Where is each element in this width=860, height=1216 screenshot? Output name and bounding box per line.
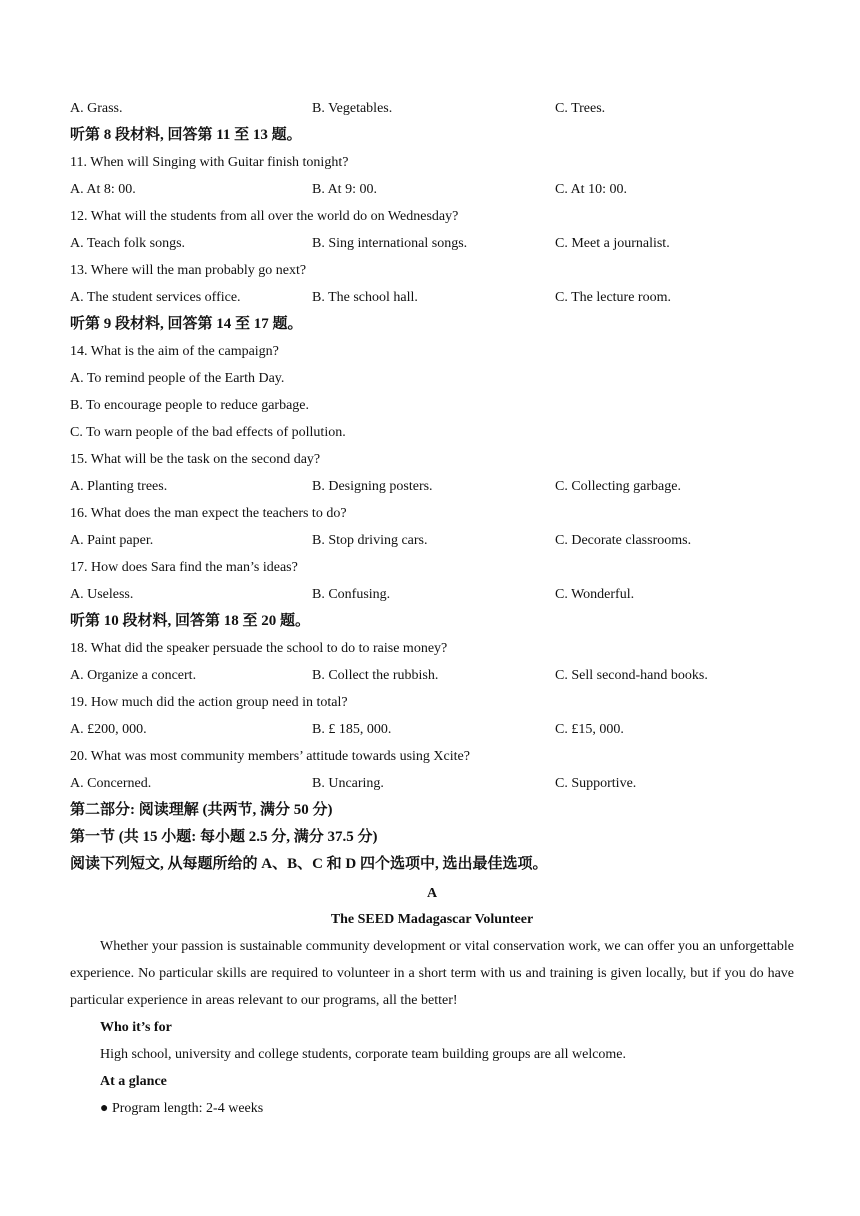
option-c: C. Wonderful. [555, 587, 635, 602]
question-line: B. To encourage people to reduce garbage. [70, 398, 309, 413]
option-c: C. Sell second-hand books. [555, 668, 708, 683]
option-c: C. The lecture room. [555, 290, 671, 305]
question-line: 20. What was most community members’ attitude towards using Xcite? [70, 749, 470, 764]
option-c: C. Meet a journalist. [555, 236, 670, 251]
question-line: 17. How does Sara find the man’s ideas? [70, 560, 298, 575]
question-line: A. To remind people of the Earth Day. [70, 371, 285, 386]
question-line: 11. When will Singing with Guitar finish tonight? [70, 155, 349, 170]
section-heading: 听第 10 段材料, 回答第 18 至 20 题。 [70, 613, 311, 629]
glance-heading: At a glance [100, 1074, 167, 1089]
section-heading: 听第 8 段材料, 回答第 11 至 13 题。 [70, 127, 302, 143]
section-heading: 第二部分: 阅读理解 (共两节, 满分 50 分) [70, 802, 333, 818]
option-b: B. Designing posters. [312, 479, 433, 494]
passage-intro: Whether your passion is sustainable community development or vital conservation work, we can offer you an unforgettable experience. No particular skills are required to volunteer in a short term with us and training is given locally, but if you do have particular experience in areas relevant to our programs, all the better! [70, 939, 794, 1008]
question-line: 19. How much did the action group need in total? [70, 695, 348, 710]
option-b: B. Confusing. [312, 587, 391, 602]
option-a: A. At 8: 00. [70, 182, 136, 197]
option-b: B. At 9: 00. [312, 182, 377, 197]
option-row [70, 176, 794, 203]
question-line: 16. What does the man expect the teachers to do? [70, 506, 347, 521]
option-row [70, 581, 794, 608]
option-b: B. Sing international songs. [312, 236, 468, 251]
question-line: 12. What will the students from all over the world do on Wednesday? [70, 209, 459, 224]
option-c: C. Supportive. [555, 776, 637, 791]
option-b: B. Stop driving cars. [312, 533, 428, 548]
option-row [70, 527, 794, 554]
option-b: B. Vegetables. [312, 101, 393, 116]
question-line: 18. What did the speaker persuade the school to do to raise money? [70, 641, 448, 656]
option-b: B. The school hall. [312, 290, 418, 305]
option-c: C. At 10: 00. [555, 182, 627, 197]
option-row [70, 284, 794, 311]
option-a: A. The student services office. [70, 290, 241, 305]
option-row [70, 770, 794, 797]
option-b: B. £ 185, 000. [312, 722, 392, 737]
passage-title: The SEED Madagascar Volunteer [330, 912, 534, 927]
option-a: A. Paint paper. [70, 533, 154, 548]
option-a: A. Concerned. [70, 776, 152, 791]
option-a: A. Organize a concert. [70, 668, 197, 683]
option-row [70, 95, 794, 122]
option-row [70, 230, 794, 257]
option-row [70, 716, 794, 743]
option-a: A. Planting trees. [70, 479, 168, 494]
who-heading: Who it’s for [100, 1020, 172, 1035]
section-heading: 第一节 (共 15 小题: 每小题 2.5 分, 满分 37.5 分) [70, 829, 378, 845]
section-heading: 听第 9 段材料, 回答第 14 至 17 题。 [70, 316, 303, 332]
option-c: C. £15, 000. [555, 722, 624, 737]
option-c: C. Decorate classrooms. [555, 533, 692, 548]
option-a: A. Teach folk songs. [70, 236, 186, 251]
who-text: High school, university and college students, corporate team building groups are all welcome. [100, 1047, 627, 1062]
option-a: A. £200, 000. [70, 722, 147, 737]
option-b: B. Uncaring. [312, 776, 384, 791]
program-length-bullet: ● Program length: 2-4 weeks [100, 1101, 264, 1116]
question-line: 15. What will be the task on the second day? [70, 452, 321, 467]
option-row [70, 473, 794, 500]
option-b: B. Collect the rubbish. [312, 668, 439, 683]
option-c: C. Collecting garbage. [555, 479, 681, 494]
question-line: 13. Where will the man probably go next? [70, 263, 307, 278]
question-line: C. To warn people of the bad effects of pollution. [70, 425, 346, 440]
question-line: 14. What is the aim of the campaign? [70, 344, 279, 359]
option-row [70, 662, 794, 689]
passage-letter: A [426, 886, 438, 901]
option-c: C. Trees. [555, 101, 606, 116]
section-heading: 阅读下列短文, 从每题所给的 A、B、C 和 D 四个选项中, 选出最佳选项。 [70, 856, 548, 872]
option-a: A. Grass. [70, 101, 123, 116]
option-a: A. Useless. [70, 587, 134, 602]
